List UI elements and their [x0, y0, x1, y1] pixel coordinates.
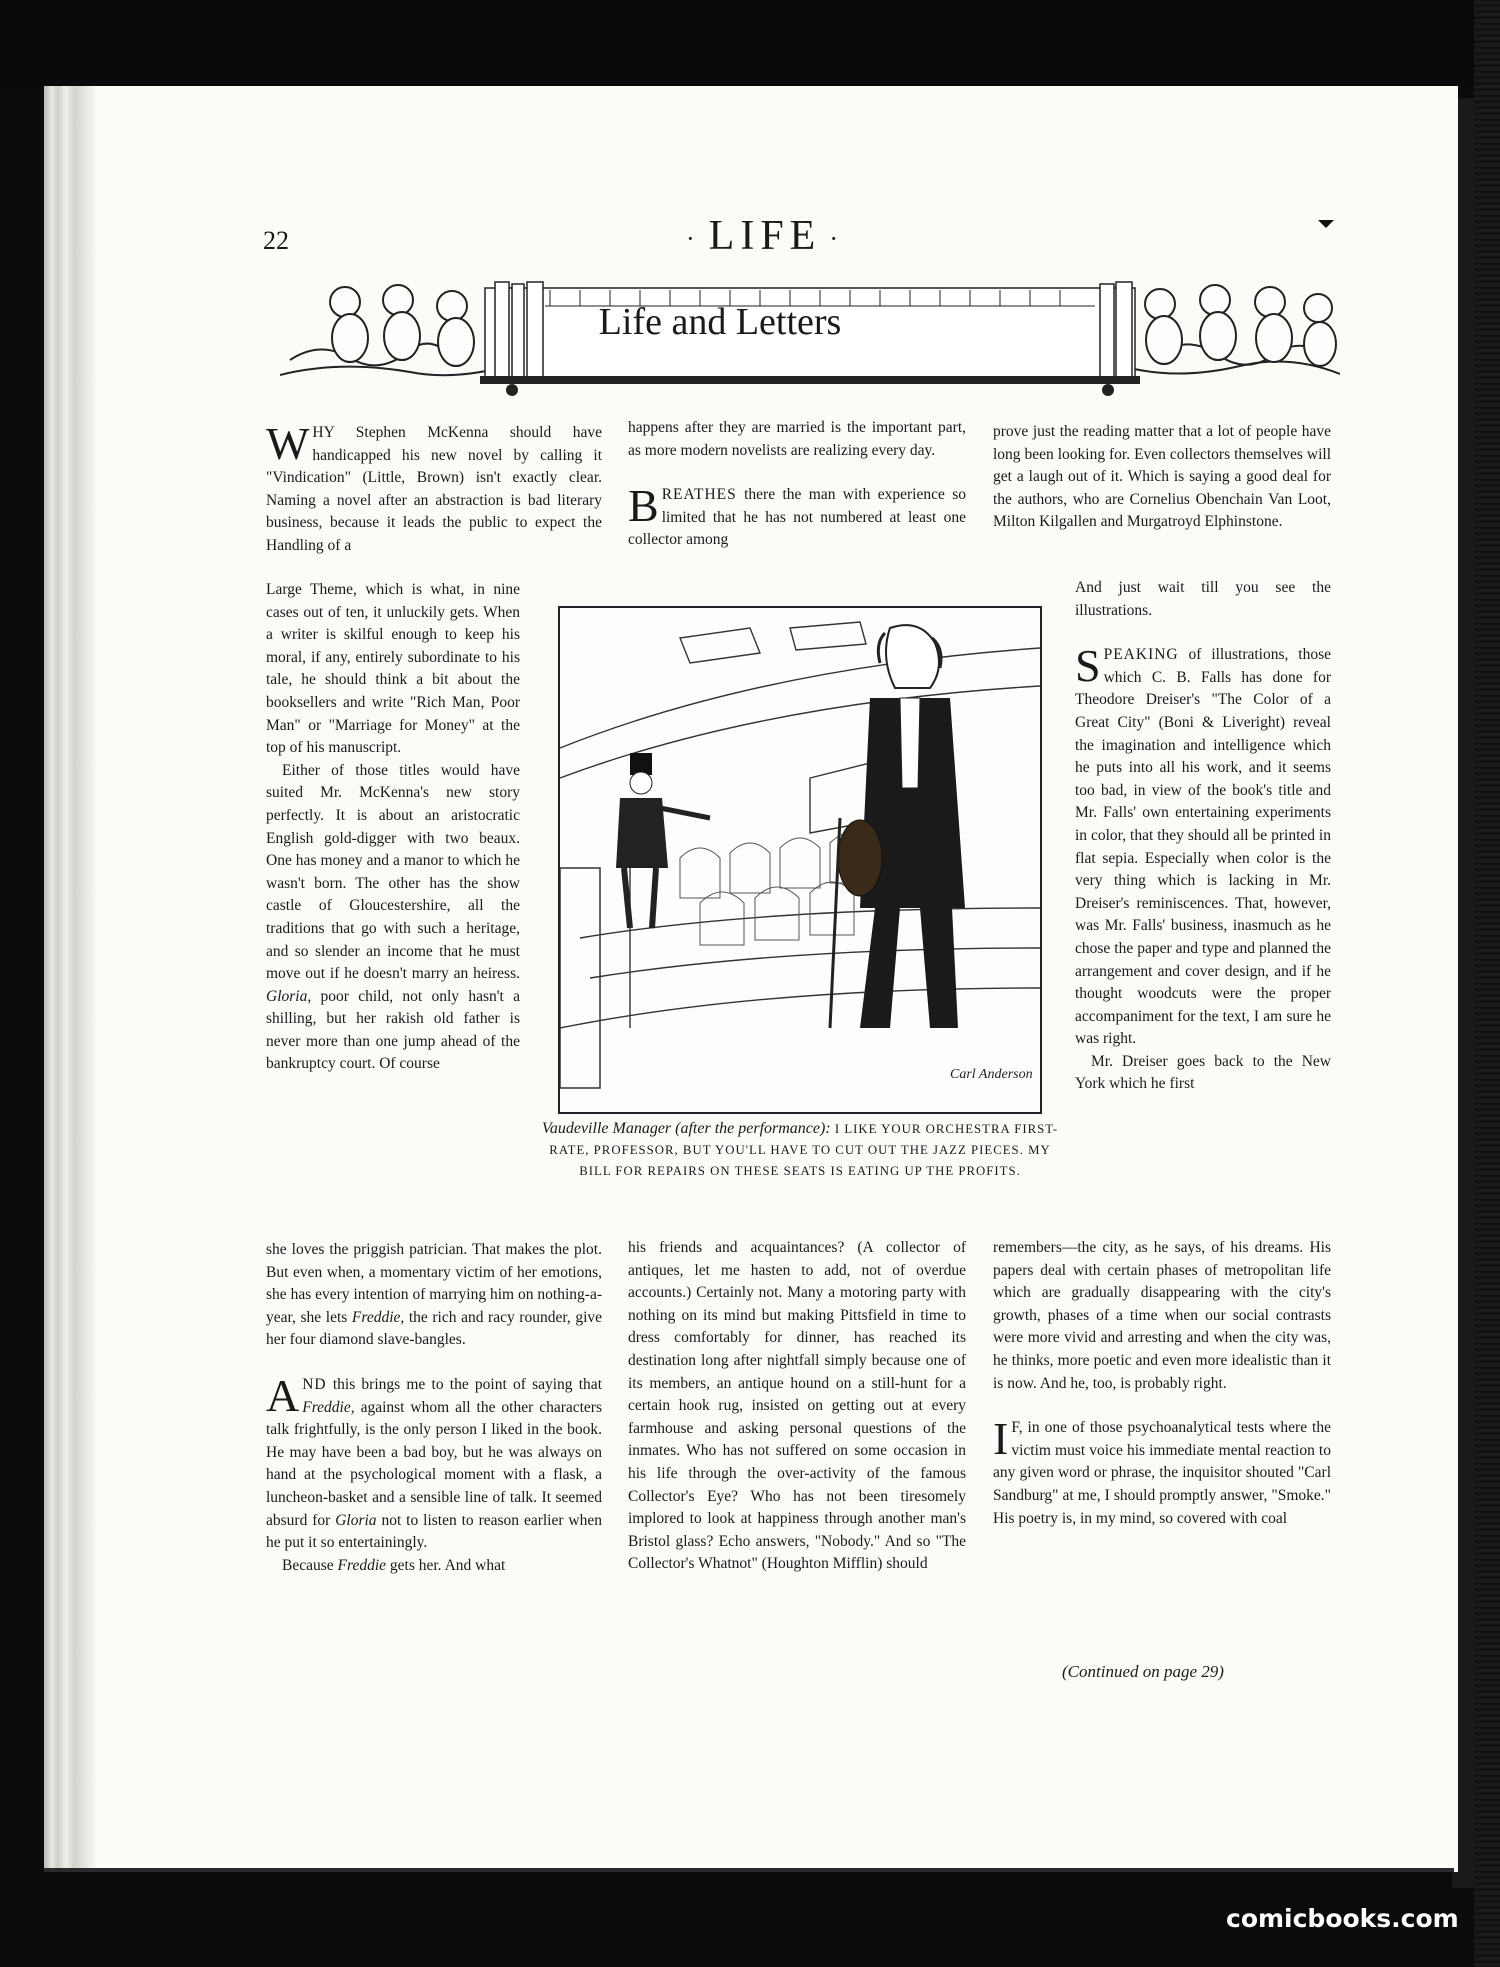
column3-paragraph-2: SPEAKING of illustrations, those which C. B. Falls has done for Theodore Dreiser's "The Color of a Great City" (Boni & Liveright) reveal the imagination and intelligence which he puts into all his work, and it seems too bad, in view of the book's title and Mr. Falls' own entertaining experiments in color, that they should all be printed in flat sepia. Especially when color is the very thing which is lacking in Mr. Dreiser's reminiscences. That, however, was Mr. Falls' business, inasmuch as he chose the paper and type and planned the arrangement and cover design, and if he thought woodcuts were the proper accompaniment for the text, I am sure he was right.	[1075, 640, 1331, 1048]
illustration-caption	[540, 1118, 1060, 1182]
dropcap-s: S	[1075, 640, 1101, 692]
corner-arrow-icon	[1318, 220, 1334, 228]
continued-on-page-note: (Continued on page 29)	[1062, 1662, 1224, 1681]
column2-paragraph-3: his friends and acquaintances? (A collector of antiques, let me hasten to add, not of overdue accounts.) Certainly not. Many a motoring party with nothing on its mind but making Pittsfield in time to dress comfortably for dinner, has reached its destination long after nightfall simply because one of its members, an antique hound on a still-hunt for a certain hook rug, insisted on getting out at every farmhouse and asking personal questions of the inmates. Who has not suffered on some occasion in his life through the over-activity of the famous Collector's Eye? Who has not been tiresomely implored to look at happiness through another man's Bristol glass? Echo answers, "Nobody." And so "The Collector's Whatnot" (Houghton Mifflin) should	[628, 1239, 966, 1573]
masthead-dot-left: ·	[686, 224, 701, 254]
scan-binding-edge	[1474, 0, 1500, 1967]
cartoon-illustration	[558, 606, 1042, 1114]
page-number: 22	[263, 226, 289, 255]
section-title: Life and Letters	[598, 301, 842, 343]
column1-beside-illustration	[266, 579, 520, 1076]
column3-lower	[993, 1237, 1331, 1530]
column2-lower	[628, 1237, 966, 1576]
column1-lower	[266, 1239, 602, 1577]
dropcap-w: W	[266, 418, 310, 469]
column2-paragraph-1: happens after they are married is the important part, as more modern novelists are realizing every day.	[628, 419, 966, 459]
caption-speaker: Vaudeville Manager (after the performance):	[541, 1120, 831, 1137]
masthead-title: LIFE	[708, 213, 822, 259]
column1-paragraph-2: Either of those titles would have suited Mr. McKenna's new story perfectly. It is about an aristocratic English gold-digger with two beaux. One has money and a manor to which he wasn't born. The other has the show castle of Gloucestershire, all the traditions that go with such a heritage, and so slender an income that he must move out if he doesn't marry an heiress. Gloria, poor child, not only hasn't a shilling, but her rakish old father is never more than one jump ahead of the bankruptcy court. Of course	[266, 761, 520, 1073]
manager-figure	[616, 753, 710, 928]
column3-paragraph-1: prove just the reading matter that a lot of people have long been looking for. Even collectors themselves will get a laugh out of it. Which is saying a good deal for the authors, who are Cornelius Obenchain Van Loot, Milton Kilgallen and Murgatroyd Elphinstone.	[993, 423, 1331, 531]
dropcap-i: I	[993, 1413, 1009, 1465]
column1-paragraph-1-top: WHY Stephen McKenna should have handicapped his new novel by calling it "Vindication" (Little, Brown) isn't exactly clear. Naming a novel after an abstraction is bad literary business, because it leads the public to expect the Handling of a	[266, 418, 602, 554]
site-watermark: comicbooks.com	[1226, 1904, 1459, 1933]
page-stack-edge	[44, 86, 96, 1872]
column1-paragraph-3: AND this brings me to the point of saying that Freddie, against whom all the other characters talk frightfully, is the only person I liked in the book. He may have been a bad boy, but he was always on hand at the psychological moment with a flask, a luncheon-basket and a sensible line of talk. It seemed absurd for Gloria not to listen to reason earlier when he put it so entertainingly.	[266, 1369, 603, 1552]
caption-text: I LIKE YOUR ORCHESTRA FIRST-RATE, PROFESSOR, BUT YOU'LL HAVE TO CUT OUT THE JAZZ PIECES. MY BILL FOR REPAIRS ON THESE SEATS IS EATING UP THE PROFITS.	[549, 1122, 1059, 1178]
dropcap-b: B	[628, 480, 659, 532]
column2-paragraph-2: BREATHES there the man with experience so limited that he has not numbered at least one collector among	[628, 480, 966, 549]
column3-beside-illustration	[1075, 577, 1331, 1096]
professor-figure	[830, 625, 965, 1028]
magazine-masthead	[600, 212, 930, 260]
column1-intro	[266, 418, 602, 558]
artist-signature: Carl Anderson	[950, 1067, 1033, 1082]
column1-paragraph-1-side: Large Theme, which is what, in nine cases out of ten, it unluckily gets. When a writer is skilful enough to keep his moral, if any, entirely subordinate to his tale, he should think a bit about the booksellers and write "Rich Man, Poor Man" or "Marriage for Money" at the top of his manuscript.	[266, 581, 520, 757]
column3-paragraph-3-end: remembers—the city, as he says, of his dreams. His papers deal with certain phases of metropolitan life which are gradually disappearing with the city's growth, phases of a time when our social contrasts were more vivid and arresting and when the city was, he thinks, more poetic and even more idealistic than it is now. And he, too, is probably right.	[993, 1239, 1331, 1392]
column1-paragraph-2-end: she loves the priggish patrician. That makes the plot. But even when, a momentary victim of her emotions, she has every intention of marrying him on nothing-a-year, she lets Freddie, the rich and racy rounder, give her four diamond slave-bangles.	[266, 1241, 603, 1349]
page-bottom-edge	[44, 1868, 1454, 1872]
column3-paragraph-4: I F, in one of those psychoanalytical tests where the victim must voice his immediate mental reaction to any given word or phrase, the inquisitor shouted "Carl Sandburg" at me, I should promptly answer, "Smoke." His poetry is, in my mind, so covered with coal	[993, 1413, 1331, 1527]
column3-top	[993, 421, 1331, 534]
theater-cartoon-icon	[560, 608, 1040, 1112]
scan-top-border	[0, 0, 1500, 86]
column3-paragraph-1-end: And just wait till you see the illustrations.	[1075, 579, 1331, 619]
masthead-dot-right: ·	[829, 224, 844, 254]
column1-paragraph-4: Because Freddie gets her. And what	[282, 1556, 506, 1574]
dropcap-a: A	[266, 1369, 300, 1421]
column2-top	[628, 417, 966, 552]
column3-paragraph-3-start: Mr. Dreiser goes back to the New York which he first	[1075, 1052, 1331, 1093]
